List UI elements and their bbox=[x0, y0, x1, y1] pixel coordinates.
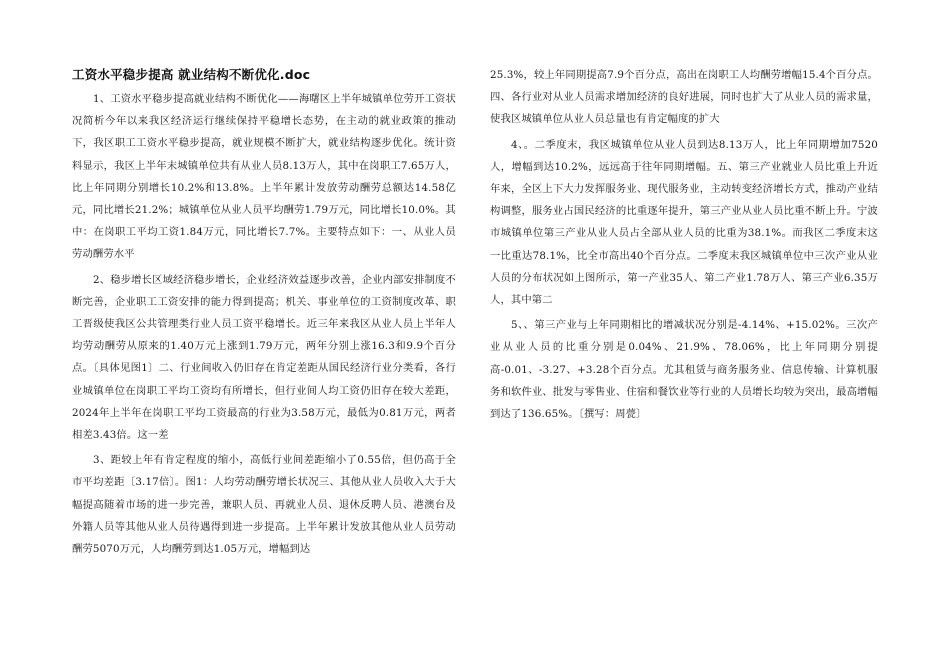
paragraph-2: 2、稳步增长区域经济稳步增长，企业经济效益逐步改善，企业内部安排制度不断完善，企业职工工资安排的能力得到提高；机关、事业单位的工资制度改革、职工晋级使我区公共管理类行业人员工资平稳增长。近三年来我区从业人员上半年人均劳动酬劳从原来的1.40万元上涨到1.79万元，两年分别上涨16.3和9.9个百分点。〔具体见图1〕二、行业间收入仍旧存在肯定差距从国民经济行业分类看，各行业城镇单位在岗职工平均工资均有所增长，但行业间人均工资仍旧存在较大差距，2024年上半年在岗职工平均工资最高的行业为3.58万元，最低为0.81万元，两者相差3.43倍。这一差 bbox=[72, 273, 456, 442]
paragraph-1: 1、工资水平稳步提高就业结构不断优化——海曙区上半年城镇单位劳开工资状况简析今年以来我区经济运行继续保持平稳增长态势，在主动的就业政策的推动下，我区职工工资水平稳步提高，就业规模不断扩大，就业结构逐步优化。统计资料显示，我区上半年末城镇单位共有从业人员8.13万人，其中在岗职工7.65万人，比上年同期分别增长10.2%和13.8%。上半年累计发放劳动酬劳总额达14.58亿元，同比增长21.2%；城镇单位从业人员平均酬劳1.79万元，同比增长10.0%。其中：在岗职工平均工资1.84万元，同比增长7.7%。主要特点如下：一、从业人员劳动酬劳水平 bbox=[72, 93, 456, 261]
right-column bbox=[490, 64, 878, 425]
paragraph-4: 4、。二季度末，我区城镇单位从业人员到达8.13万人，比上年同期增加7520人，增幅到达10.2%，远远高于往年同期增幅。五、第三产业就业人员比重上升近年来，全区上下大力发挥服务业、现代服务业，主动转变经济增长方式，推动产业结构调整，服务业占国民经济的比重逐年提升，第三产业从业人员比重不断上升。宁波市城镇单位第三产业从业人员占全部从业人员的比重为38.1%。而我区二季度末这一比重达78.1%，比全市高出40个百分点。二季度末我区城镇单位中三次产业从业人员的分布状况如上图所示，第一产业35人、第二产业1.78万人、第三产业6.35万人，其中第二 bbox=[490, 138, 878, 307]
paragraph-3: 3、距较上年有肯定程度的缩小，高低行业间差距缩小了0.55倍，但仍高于全市平均差距〔3.17倍〕。图1：人均劳动酬劳增长状况三、其他从业人员收入大于大幅提高随着市场的进一步完善，兼职人员、再就业人员、退休反聘人员、港澳台及外籍人员等其他从业人员待遇得到进一步提高。上半年累计发放其他从业人员劳动酬劳5070万元，人均酬劳到达1.05万元，增幅到达 bbox=[72, 454, 456, 556]
paragraph-3-continued: 25.3%，较上年同期提高7.9个百分点，高出在岗职工人均酬劳增幅15.4个百分点。四、各行业对从业人员需求增加经济的良好进展，同时也扩大了从业人员的需求量，使我区城镇单位从业人员总量也有肯定幅度的扩大 bbox=[490, 69, 878, 126]
document-title: 工资水平稳步提高 就业结构不断优化.doc bbox=[72, 67, 311, 82]
left-column bbox=[72, 64, 456, 560]
paragraph-5: 5、、第三产业与上年同期相比的增减状况分别是-4.14%、+15.02%。三次产业从业人员的比重分别是0.04%、21.9%、78.06%，比上年同期分别提高-0.01、-3.27、+3.28个百分点。尤其租赁与商务服务业、信息传输、计算机服务和软件业、批发与零售业、住宿和餐饮业等行业的人员增长均较为突出，最高增幅到达了136.65%。〔撰写：周甍〕 bbox=[490, 319, 878, 421]
